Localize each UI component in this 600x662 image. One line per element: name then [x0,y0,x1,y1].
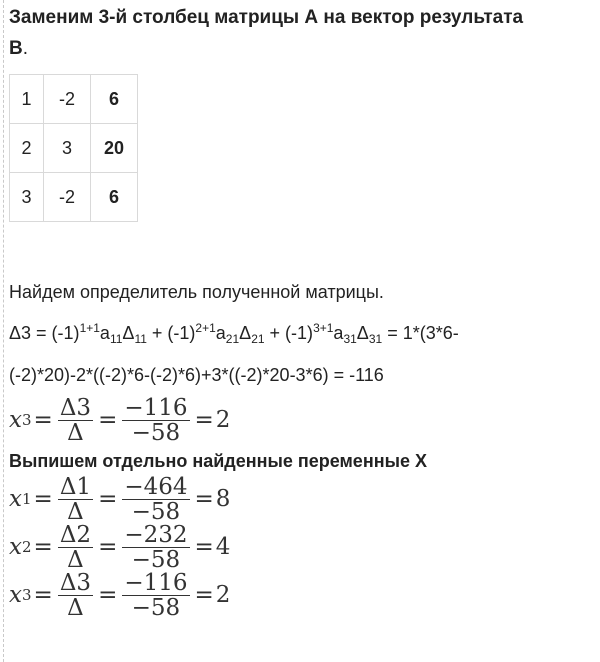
left-dashed-border [3,0,4,662]
matrix-cell: 6 [91,75,138,124]
result-formula-x1: x 1 = $\frac{\Delta 1}{\Delta}$ = $\frac{-464}{-58}$ = 8 [9,473,231,525]
x3-formula: x 3 = $\frac{\Delta 3}{\Delta}$ = $\frac{-116}{-58}$ = 2 [9,394,231,446]
modified-matrix [9,74,138,222]
matrix-cell: 3 [44,124,91,173]
matrix-cell: -2 [44,75,91,124]
variables-heading: Выпишем отдельно найденные переменные Х [9,451,427,471]
result-formula-x3: x 3 = $\frac{\Delta 3}{\Delta}$ = $\frac{-116}{-58}$ = 2 [9,569,231,621]
det-expansion-line1: $\Delta 3 = (-1)^{1+1}a_{11}\Delta_{11} + (-1)^{2+1}a_{21}\Delta_{21} + (-1)^{3+1}a_{31}\Delta_{31} = 1*(3*6-$ [9,321,459,346]
results-list [9,475,594,619]
result-formula-x2: x 2 = $\frac{\Delta 2}{\Delta}$ = $\frac{-232}{-58}$ = 4 [9,521,231,573]
replace-column-heading: Заменим 3-й столбец матрицы А на вектор результата [9,7,524,28]
matrix-cell: 6 [91,173,138,222]
det-intro: Найдем определитель полученной матрицы. [9,282,384,302]
matrix-cell: 20 [91,124,138,173]
det-expansion-line2: (-2)*20)-2*((-2)*6-(-2)*6)+3*((-2)*20-3*6) = -116 [9,365,384,385]
matrix-row [10,75,138,124]
replace-column-heading-cont: В. [9,38,29,59]
matrix-cell: -2 [44,173,91,222]
matrix-cell: 1 [10,75,44,124]
solution-content [9,0,594,619]
matrix-cell: 3 [10,173,44,222]
matrix-row [10,173,138,222]
matrix-cell: 2 [10,124,44,173]
matrix-row [10,124,138,173]
